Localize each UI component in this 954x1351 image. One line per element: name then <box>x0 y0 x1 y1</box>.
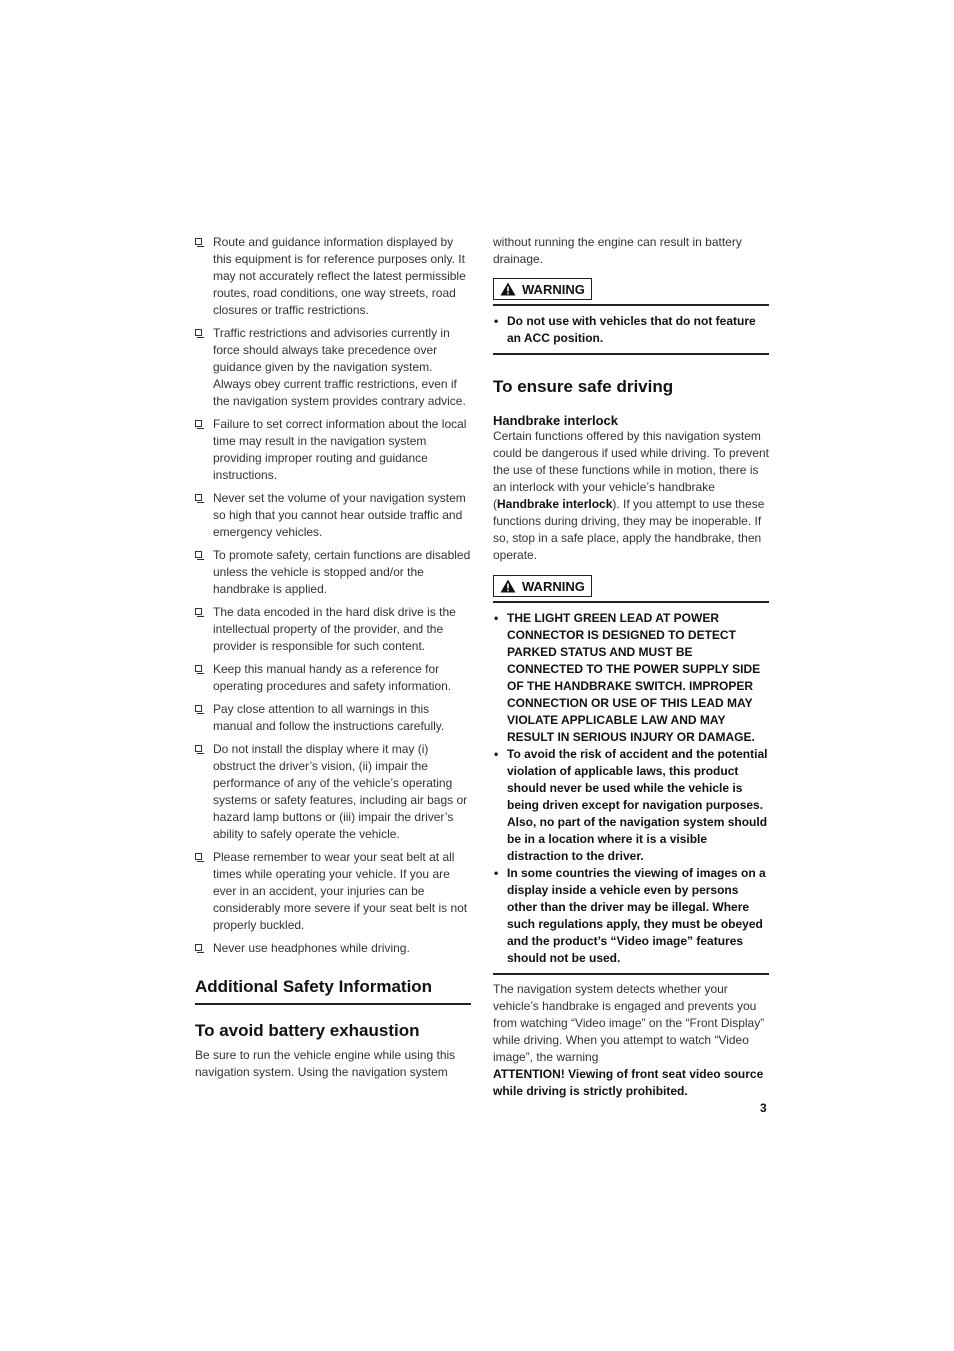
list-item <box>195 940 471 957</box>
checkbox-bullet-icon <box>195 745 202 752</box>
bullet-text: Do not install the display where it may (i) obstruct the driver’s vision, (ii) impair the performance of any of the vehicle’s operating systems or safety features, including air bags or hazard lamp buttons or (iii) impair the driver’s ability to safely operate the vehicle. <box>213 742 468 841</box>
list-item <box>195 547 471 598</box>
attention-text: ATTENTION! Viewing of front seat video source while driving is strictly prohibited. <box>493 1067 764 1098</box>
warning-block-handbrake <box>493 575 769 975</box>
warning-list <box>493 313 769 347</box>
warning-list <box>493 610 769 967</box>
list-item <box>195 234 471 319</box>
warning-triangle-icon <box>500 579 516 593</box>
checkbox-bullet-icon <box>195 853 202 860</box>
checkbox-bullet-icon <box>195 608 202 615</box>
list-item <box>493 313 769 347</box>
warning-label <box>493 575 592 597</box>
safe-driving-heading: To ensure safe driving <box>493 377 674 396</box>
bullet-text: Please remember to wear your seat belt at all times while operating your vehicle. If you are ever in an accident, your injuries can be considerably more severe if your seat belt is not properly buckled. <box>213 850 468 932</box>
checkbox-bullet-icon <box>195 420 202 427</box>
page-number: 3 <box>760 1101 767 1115</box>
bullet-text: The data encoded in the hard disk drive is the intellectual property of the provider, and the provider is responsible for such content. <box>213 605 456 653</box>
bullet-dot-icon: • <box>494 747 499 761</box>
checkbox-bullet-icon <box>195 705 202 712</box>
handbrake-bold-term: Handbrake interlock <box>497 497 613 511</box>
checkbox-bullet-icon <box>195 665 202 672</box>
bullet-text: Failure to set correct information about the local time may result in the navigation system providing improper routing and guidance instructions. <box>213 417 467 482</box>
list-item <box>493 746 769 865</box>
warning-text: To avoid the risk of accident and the potential violation of applicable laws, this product should never be used while the vehicle is being driven except for navigation purposes. Also, no part of the navigation system should be in a location where it is a visible distraction to the driver. <box>507 747 768 863</box>
bullet-text: Pay close attention to all warnings in this manual and follow the instructions carefully. <box>213 702 445 733</box>
checkbox-bullet-icon <box>195 551 202 558</box>
handbrake-text <box>493 428 769 564</box>
handbrake-text-part2: ). If you attempt to use these functions during driving, they may be inoperable. If so, stop in a safe place, apply the handbrake, then operate. <box>493 497 765 562</box>
bullet-text: To promote safety, certain functions are disabled unless the vehicle is stopped and/or the handbrake is applied. <box>213 548 471 596</box>
checkbox-bullet-icon <box>195 238 202 245</box>
warning-text: Do not use with vehicles that do not feature an ACC position. <box>507 314 756 345</box>
list-item <box>493 610 769 746</box>
handbrake-heading: Handbrake interlock <box>493 413 618 428</box>
list-item <box>195 325 471 410</box>
bullet-dot-icon: • <box>494 611 499 625</box>
warning-box <box>493 304 769 355</box>
warning-label-text: WARNING <box>522 281 585 297</box>
list-item <box>195 490 471 541</box>
checkbox-bullet-icon <box>195 329 202 336</box>
battery-heading: To avoid battery exhaustion <box>195 1021 420 1040</box>
handbrake-text-part1: Certain functions offered by this navigation system could be dangerous if used while driving. To prevent the use of these functions while in motion, there is an interlock with your vehicle’s handbrake ( <box>493 429 769 511</box>
right-column <box>493 234 769 1100</box>
warning-text: THE LIGHT GREEN LEAD AT POWER CONNECTOR IS DESIGNED TO DETECT PARKED STATUS AND MUST BE CONNECTED TO THE POWER SUPPLY SIDE OF THE HANDBRAKE SWITCH. IMPROPER CONNECTION OR USE OF THIS LEAD MAY VIOLATE APPLICABLE LAW AND MAY RESULT IN SERIOUS INJURY OR DAMAGE. <box>507 611 761 744</box>
left-column <box>195 234 471 1081</box>
checkbox-bullet-icon <box>195 944 202 951</box>
bullet-text: Route and guidance information displayed by this equipment is for reference purposes only. It may not accurately reflect the latest permissible routes, road conditions, one way streets, road closures or traffic restrictions. <box>213 235 466 317</box>
list-item <box>195 849 471 934</box>
bullet-text: Never set the volume of your navigation system so high that you cannot hear outside traffic and emergency vehicles. <box>213 491 466 539</box>
safety-bullet-list <box>195 234 471 957</box>
bullet-dot-icon: • <box>494 314 499 328</box>
battery-text-continued: without running the engine can result in battery drainage. <box>493 235 742 266</box>
checkbox-bullet-icon <box>195 494 202 501</box>
warning-label <box>493 278 592 300</box>
warning-block-acc <box>493 278 769 355</box>
warning-label-text: WARNING <box>522 578 585 594</box>
detect-text: The navigation system detects whether your vehicle’s handbrake is engaged and prevents you from watching “Video image” on the “Front Display” while driving. When you attempt to watch “Video image”, the warning <box>493 982 765 1064</box>
battery-text: Be sure to run the vehicle engine while using this navigation system. Using the navigation system <box>195 1048 456 1079</box>
list-item <box>195 661 471 695</box>
list-item <box>195 604 471 655</box>
warning-box <box>493 601 769 975</box>
bullet-text: Traffic restrictions and advisories currently in force should always take precedence over guidance given by the navigation system. Always obey current traffic restrictions, even if the navigation system provides contrary advice. <box>213 326 466 408</box>
list-item <box>493 865 769 967</box>
section-title: Additional Safety Information <box>195 977 471 1005</box>
warning-triangle-icon <box>500 282 516 296</box>
warning-text: In some countries the viewing of images on a display inside a vehicle even by persons other than the driver may be illegal. Where such regulations apply, they must be obeyed and the product’s “Video image” features should not be used. <box>507 866 766 965</box>
bullet-text: Keep this manual handy as a reference for operating procedures and safety information. <box>213 662 452 693</box>
bullet-dot-icon: • <box>494 866 499 880</box>
list-item <box>195 701 471 735</box>
bullet-text: Never use headphones while driving. <box>213 941 410 955</box>
list-item <box>195 416 471 484</box>
list-item <box>195 741 471 843</box>
